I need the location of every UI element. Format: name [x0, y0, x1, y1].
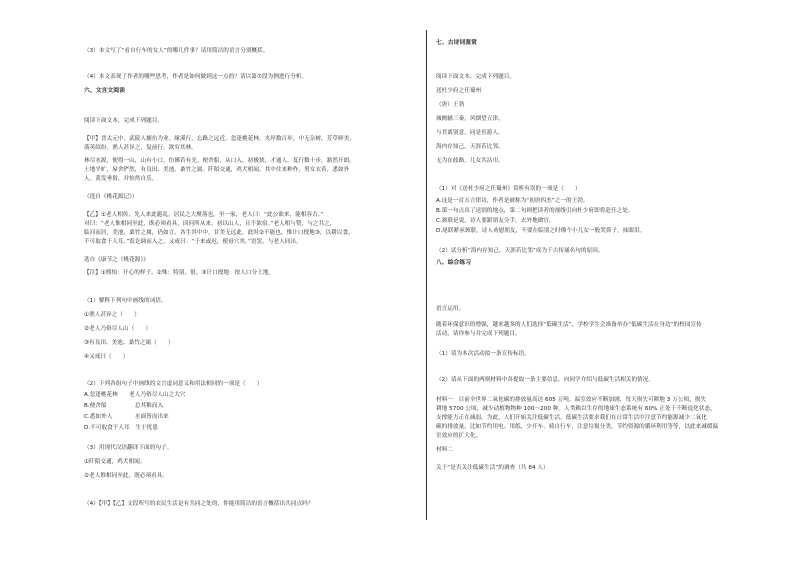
text-line: 不可取食于人耳。”饭讫调而入之，又戒曰：“于来或迟，便毋穴矣。”语罢，与老人同出。	[84, 239, 302, 245]
text-line: 阅读下面文本，完成下列题目。	[436, 74, 516, 80]
text-line: 土地平旷，屋舍俨然，有良田、美池、桑竹之属。阡陌交通，鸡犬相闻。其中往来种作，男女衣着，悉如外	[84, 167, 350, 173]
text-line: ②老人惟相同至此，既必须看具。	[84, 473, 169, 479]
text-line: 活动，请你参与并完成下列题目。	[436, 331, 521, 337]
text-line: （2）请从下面的两则材料中各提取一条主要信息。向同学介绍与低碳生活相关的情况。	[436, 377, 655, 383]
text-line: D.尾联紧承颈联，诗人劝慰朋友，不要在临别之时像个小儿女一般哭鼻子，抹眼泪。	[436, 228, 646, 234]
text-line: 选自《康节之《桃花源》》	[84, 257, 149, 263]
text-line: C.颔联是说，诗人要跟朋友分手，去外地做官。	[436, 218, 555, 224]
section-heading: 七、古诗词鉴赏	[436, 40, 477, 46]
text-line: （3）本文写了“看自行车的女人”的哪几件事？请用简洁的语言分别概括。	[84, 48, 269, 54]
text-line: 与君离别意，同是宦游人。	[436, 130, 504, 136]
text-line: （2）下列各组句子中画线的文言虚词意义和用法相同的一项是（ ）	[84, 381, 263, 387]
text-line: 耕地 5700 公顷，减少动植物物种 100～200 种。人类赖以生存的地球生态系统有 60% 正处于不断退化状态，	[436, 406, 716, 412]
text-line: 【甲】晋太元中，武陵人捕鱼为业。缘溪行，忘路之远近。忽逢桃花林，夹岸数百步，中无杂树，芳草鲜美，	[84, 136, 355, 142]
text-line: A.这是一首五言律诗，作者是被称为“初唐四杰”之一的王勃。	[436, 198, 589, 204]
section-heading: 六、文言文阅读	[84, 88, 125, 94]
text-line: B.第一句点出了送别的地点，第二句则把读者的视线引向杜少府即将赴任之处。	[436, 208, 634, 214]
text-line: 城阙辅三秦，风烟望五津。	[436, 116, 504, 122]
text-line: （1）请为本次活动拟一条宣传标语。	[436, 351, 530, 357]
text-line: ①渔人甚异之（ ）	[84, 312, 140, 318]
text-line: D.不可取食于人耳 生于忧患	[84, 425, 158, 431]
text-line: 材料二	[436, 447, 453, 453]
text-line: 无为在歧路，儿女共沾巾。	[436, 158, 504, 164]
text-line: 对曰：“老人惟相同至此，既必须看具，因问所从来，初以山人，且不欲宿。”老人相与赞，与之共之，	[84, 221, 336, 227]
text-line: （3）用现代汉语翻译下面的句子。	[84, 445, 173, 451]
text-line: （选自《桃花源记》）	[84, 194, 138, 200]
text-line: 落英缤纷。渔人甚异之，复前行，欲穷其林。	[84, 145, 197, 151]
text-line: 室效应的扩大化。	[436, 433, 482, 439]
text-line: （2）试分析“海内存知己，天涯若比邻”成为千古传诵名句的原因。	[436, 248, 604, 254]
text-line: 【注】①熙怡：开心的样子。②殊：特别，很。③计口授地：按人口分土地。	[84, 270, 275, 276]
text-line: 语言运用。	[436, 306, 465, 312]
text-line: 关于“是否关注低碳生活”的调查（共 84 人）	[436, 465, 549, 471]
section-heading: 八、综合练习	[436, 260, 472, 266]
text-line: 送杜少府之任蜀州	[436, 88, 482, 94]
text-line: B.便舍船 总其稚而入	[84, 403, 164, 409]
text-line: A.忽逢桃花林 老人乃俗尽人山之大穴	[84, 392, 186, 398]
text-line: C.悉如外人 水面皆而出来	[84, 414, 169, 420]
text-line: 人。黄发垂髫，并怡然自乐。	[84, 176, 158, 182]
text-line: ③有良田、美池、桑竹之属（ ）	[84, 340, 174, 346]
text-line: ①阡陌交通，鸡犬相闻。	[84, 459, 146, 465]
text-line: 阅读下面文本，完成下列题目。	[84, 118, 164, 124]
text-line: （4）本文表现了作者的哪些思考，作者是如何做到这一点的？请以第⑦段为例进行分析。	[84, 74, 308, 80]
column-divider	[426, 30, 427, 520]
text-line: 林尽水源，便得一山，山有小口，仿佛若有光。便舍船，从口入。初极狭，才通人。复行数十步，豁然开朗。	[84, 158, 355, 164]
text-line: ②老人乃俗尽人山（ ）	[84, 326, 152, 332]
text-line: ④又戒曰（ ）	[84, 354, 129, 360]
text-line: 海内存知己，天涯若比邻。	[436, 144, 504, 150]
text-line: 临河而居，美池，桑竹之属，仍如言，各生其中中，甘美无远此，此时②不能也，惟计口授地③，以耕以食，	[84, 230, 354, 236]
text-line: 材料一 目前全世界二氧化碳的排放量高达 605 万吨，温室效应不断加剧，每天损失可耕地 3 万公顷，损失	[436, 397, 707, 403]
text-line: 碳的排放量，比如节约用电、用纸、少开车、骑自行车，注意垃圾分类，节约资源的循环利用等等，以此来减缓温	[436, 424, 719, 430]
text-line: （唐）王勃	[436, 102, 465, 108]
text-line: （1）对《送杜少府之任蜀州》赏析有误的一项是（ ）	[436, 186, 581, 192]
text-line: 随着环保意识的增强，越来越多的人们选择“低碳生活”，学校学生会准备举办“低碳生活在身边”的校园宣传	[436, 322, 702, 328]
text-line: 支撑能力正在减弱。为此，人们开始关注低碳生活。低碳生活要求我们在日常生活中注意节约能源减少二氧化	[436, 415, 707, 421]
text-line: （1）解释下列句中画线的词语。	[84, 298, 167, 304]
text-line: （4）【甲】【乙】文段所写的农民生活是有共同之处的，你能用简洁的语言概括出共同点吗？	[84, 501, 314, 507]
text-line: 【乙】①老人相传，先人来此避乱，居民之大聚落也。至一家，老人曰：“此公欲来，能相容否。”	[84, 212, 324, 218]
